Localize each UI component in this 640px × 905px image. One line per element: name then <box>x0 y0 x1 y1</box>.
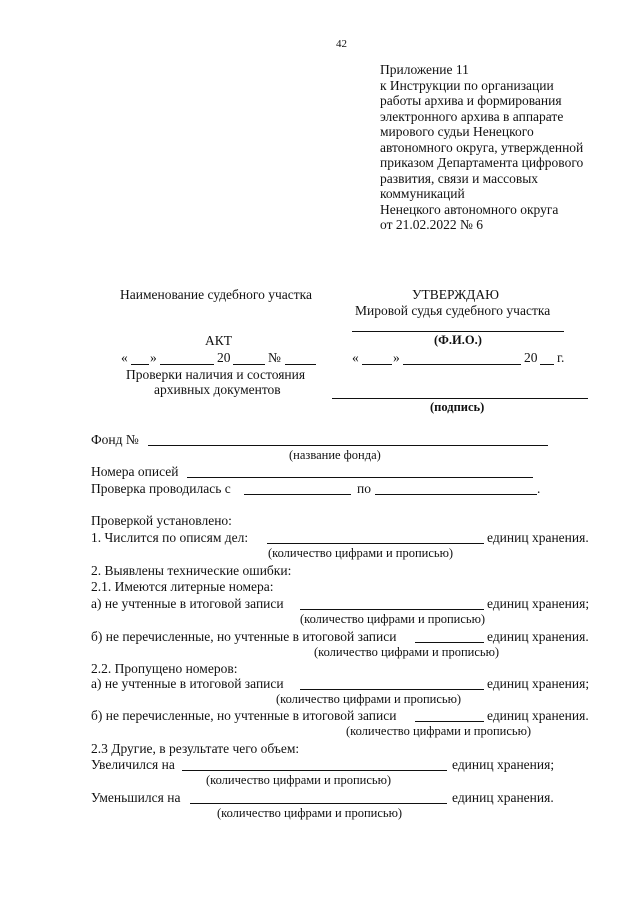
act-year-prefix: 20 <box>217 350 231 365</box>
item21b-label: б) не перечисленные, но учтенные в итоговой записи <box>91 629 397 644</box>
decreased-hint: (количество цифрами и прописью) <box>217 806 403 820</box>
fund-field[interactable] <box>148 445 548 446</box>
approve-month-field[interactable] <box>403 364 521 365</box>
signature-field[interactable] <box>332 398 588 399</box>
court-name-label: Наименование судебного участка <box>120 287 312 302</box>
appendix-line: развития, связи и массовых <box>380 170 539 186</box>
appendix-line: работы архива и формирования <box>380 93 562 108</box>
item22b-suffix: единиц хранения. <box>487 708 589 723</box>
approve-date-open-quote: « <box>352 350 359 365</box>
approve-day-field[interactable] <box>362 364 392 365</box>
decreased-label: Уменьшился на <box>91 790 181 805</box>
act-date-open-quote: « <box>121 350 128 365</box>
findings-intro: Проверкой установлено: <box>91 513 232 528</box>
appendix-line: Приложение 11 <box>380 62 469 77</box>
act-year-field[interactable] <box>233 364 265 365</box>
increased-hint: (количество цифрами и прописью) <box>206 773 392 787</box>
item1-hint: (количество цифрами и прописью) <box>268 546 454 560</box>
fund-label: Фонд № <box>91 432 139 447</box>
appendix-line: автономного округа, утвержденной <box>380 139 584 155</box>
check-to-label: по <box>357 481 371 496</box>
item21b-suffix: единиц хранения. <box>487 629 589 644</box>
act-number-sign: № <box>268 350 281 365</box>
judge-name-field[interactable] <box>352 331 564 332</box>
inventories-label: Номера описей <box>91 464 179 479</box>
item22a-field[interactable] <box>300 689 484 690</box>
act-day-field[interactable] <box>131 364 149 365</box>
item22b-hint: (количество цифрами и прописью) <box>346 724 532 738</box>
approve-year-suffix: г. <box>557 350 565 365</box>
decreased-suffix: единиц хранения. <box>452 790 554 805</box>
increased-suffix: единиц хранения; <box>452 757 555 772</box>
appendix-line: мирового судьи Ненецкого <box>380 124 534 139</box>
act-month-field[interactable] <box>160 364 214 365</box>
item21b-field[interactable] <box>415 642 484 643</box>
item21a-hint: (количество цифрами и прописью) <box>300 612 486 626</box>
item23-label: 2.3 Другие, в результате чего объем: <box>91 741 300 756</box>
appendix-line: от 21.02.2022 № 6 <box>380 217 483 232</box>
item22b-field[interactable] <box>415 721 484 722</box>
item22a-label: а) не учтенные в итоговой записи <box>91 676 284 691</box>
act-subtitle-line1: Проверки наличия и состояния <box>126 367 306 382</box>
item21a-label: а) не учтенные в итоговой записи <box>91 596 284 611</box>
act-date-close-quote: » <box>150 350 157 365</box>
decreased-field[interactable] <box>190 803 447 804</box>
appendix-line: к Инструкции по организации <box>380 77 554 93</box>
check-end-dot: . <box>537 481 541 496</box>
act-title: АКТ <box>205 333 232 348</box>
item1-suffix: единиц хранения. <box>487 530 589 545</box>
check-to-field[interactable] <box>375 494 537 495</box>
judge-label: Мировой судья судебного участка <box>355 303 551 318</box>
appendix-line: электронного архива в аппарате <box>380 108 564 124</box>
fio-hint: (Ф.И.О.) <box>434 333 482 347</box>
approve-year-prefix: 20 <box>524 350 538 365</box>
approve-date-close-quote: » <box>393 350 400 365</box>
item1-field[interactable] <box>267 543 484 544</box>
page-number: 42 <box>336 38 347 50</box>
item2-label: 2. Выявлены технические ошибки: <box>91 563 292 578</box>
fund-hint: (название фонда) <box>289 448 381 462</box>
check-label: Проверка проводилась с <box>91 481 231 496</box>
increased-field[interactable] <box>182 770 447 771</box>
item22b-label: б) не перечисленные, но учтенные в итоговой записи <box>91 708 397 723</box>
appendix-line: коммуникаций <box>380 186 465 201</box>
approve-year-field[interactable] <box>540 364 554 365</box>
appendix-line: Ненецкого автономного округа <box>380 201 559 217</box>
act-number-field[interactable] <box>285 364 316 365</box>
item1-label: 1. Числится по описям дел: <box>91 530 249 545</box>
increased-label: Увеличился на <box>91 757 175 772</box>
approve-title: УТВЕРЖДАЮ <box>412 287 500 302</box>
signature-hint: (подпись) <box>430 400 485 414</box>
appendix-line: приказом Департамента цифрового <box>380 155 584 170</box>
act-subtitle-line2: архивных документов <box>154 382 281 397</box>
item21b-hint: (количество цифрами и прописью) <box>314 645 500 659</box>
appendix-header <box>380 62 620 233</box>
item22-label: 2.2. Пропущено номеров: <box>91 661 238 676</box>
item21a-suffix: единиц хранения; <box>487 596 590 611</box>
item21a-field[interactable] <box>300 609 484 610</box>
check-from-field[interactable] <box>244 494 351 495</box>
item22a-suffix: единиц хранения; <box>487 676 590 691</box>
item21-label: 2.1. Имеются литерные номера: <box>91 579 274 594</box>
item22a-hint: (количество цифрами и прописью) <box>276 692 462 706</box>
inventories-field[interactable] <box>187 477 533 478</box>
